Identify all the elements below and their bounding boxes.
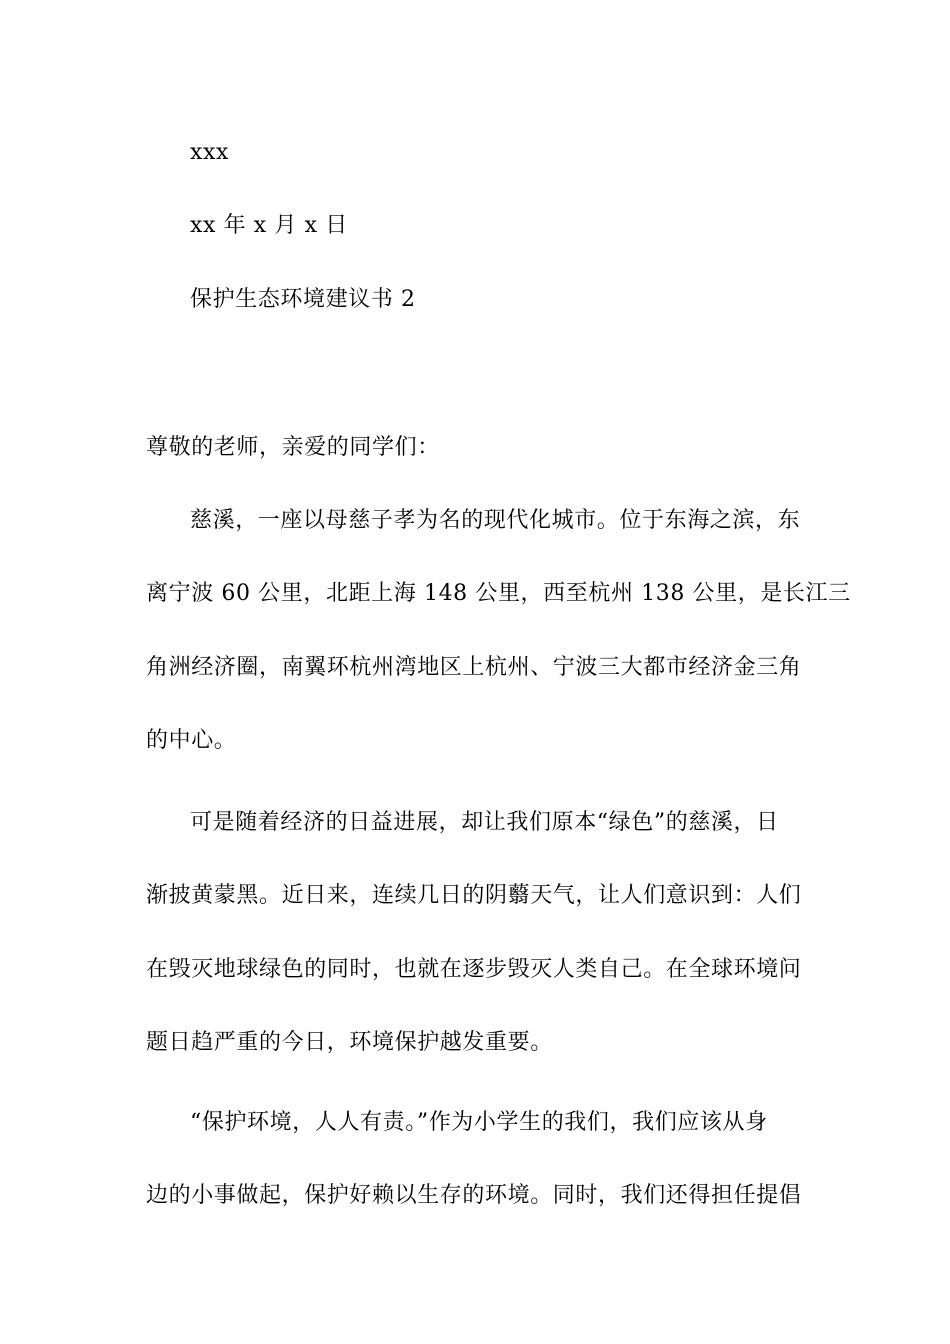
paragraph-2-line-3: 在毁灭地球绿色的同时，也就在逐步毁灭人类自己。在全球环境问 bbox=[146, 957, 802, 982]
paragraph-1-line-3: 角洲经济圈，南翼环杭州湾地区上杭州、宁波三大都市经济金三角 bbox=[146, 655, 802, 680]
paragraph-1-line-4: 的中心。 bbox=[146, 728, 237, 753]
paragraph-2-line-1: 可是随着经济的日益进展，却让我们原本“绿色”的慈溪，日 bbox=[190, 810, 779, 835]
paragraph-1-line-1: 慈溪，一座以母慈子孝为名的现代化城市。位于东海之滨，东 bbox=[190, 508, 801, 533]
document-title: 保护生态环境建议书 2 bbox=[190, 287, 416, 312]
paragraph-1-line-2: 离宁波 60 公里，北距上海 148 公里，西至杭州 138 公里，是长江三 bbox=[146, 581, 851, 606]
date: xx 年 x 月 x 日 bbox=[190, 213, 348, 238]
paragraph-2-line-4: 题日趋严重的今日，环境保护越发重要。 bbox=[146, 1030, 553, 1055]
paragraph-2-line-2: 渐披黄蒙黑。近日来，连续几日的阴蘙天气，让人们意识到：人们 bbox=[146, 883, 802, 908]
paragraph-3-line-2: 边的小事做起，保护好赖以生存的环境。同时，我们还得担任提倡 bbox=[146, 1183, 802, 1208]
paragraph-3-line-1: “保护环境，人人有责。”作为小学生的我们，我们应该从身 bbox=[190, 1110, 768, 1135]
signature: xxx bbox=[190, 140, 230, 165]
salutation: 尊敬的老师，亲爱的同学们： bbox=[146, 435, 440, 460]
